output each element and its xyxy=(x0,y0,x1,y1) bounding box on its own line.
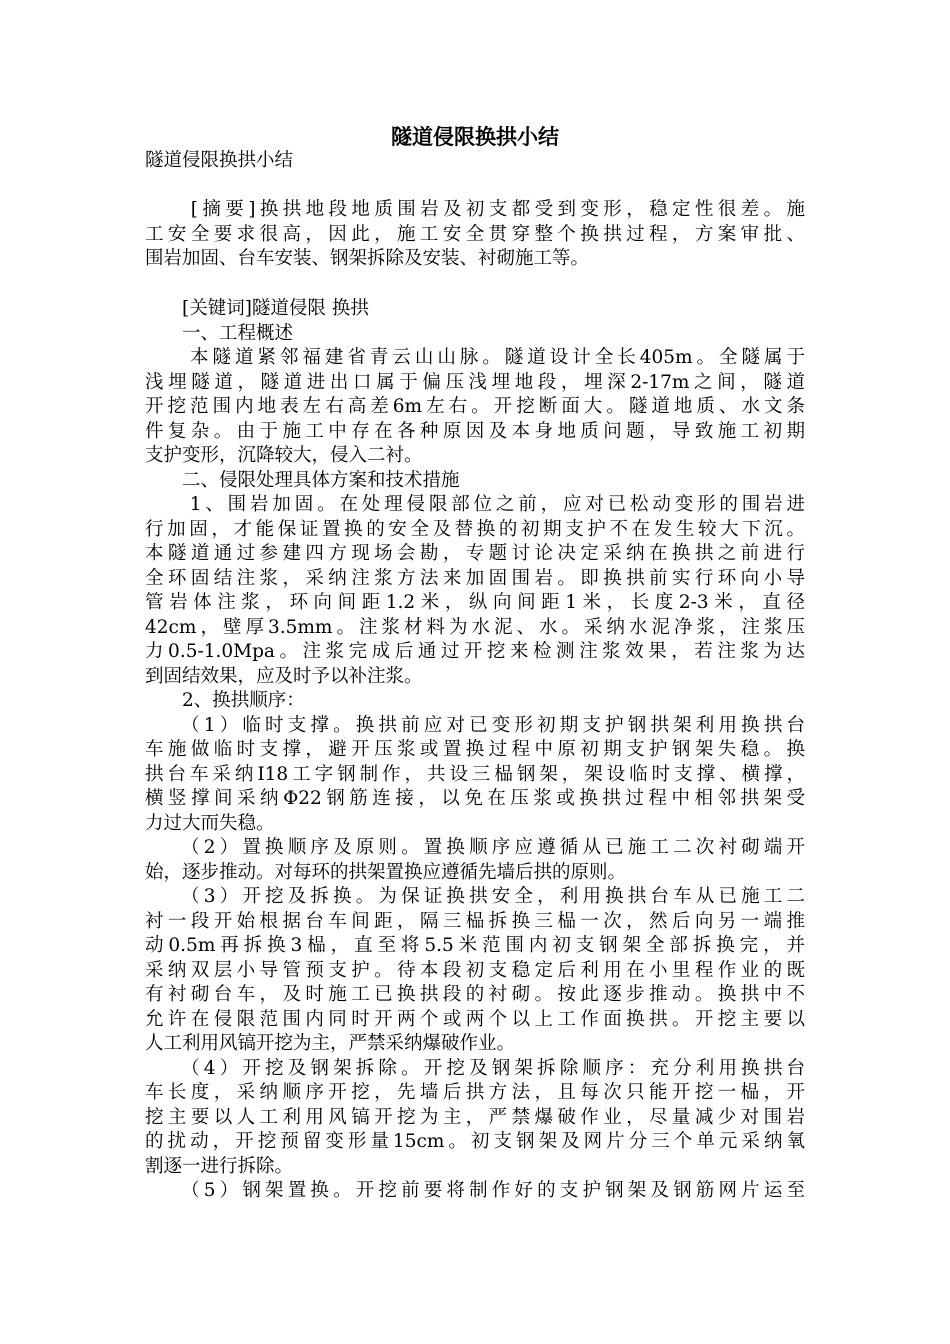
body-line: （1）临时支撑。换拱前应对已变形初期支护钢拱架利用换拱台 xyxy=(145,714,805,736)
body-line: 衬一段开始根据台车间距，隔三榀拆换三榀一次，然后向另一端推 xyxy=(145,910,805,932)
keywords-line: [关键词]隧道侵限 换拱 xyxy=(145,298,369,319)
abstract-line: 工安全要求很高，因此，施工安全贯穿整个换拱过程，方案审批、 xyxy=(145,223,805,245)
body-line: 人工利用风镐开挖为主，严禁采纳爆破作业。 xyxy=(145,1033,516,1054)
body-line: （3）开挖及拆换。为保证换拱安全，利用换拱台车从已施工二 xyxy=(145,886,805,907)
body-line: 力过大而失稳。 xyxy=(145,812,275,834)
body-line: 车长度，采纳顺序开挖，先墙后拱方法，且每次只能开挖一榀，开 xyxy=(145,1082,805,1103)
body-text xyxy=(145,322,805,1204)
section-heading: 一、工程概述 xyxy=(145,322,294,344)
body-line: 全环固结注浆，采纳注浆方法来加固围岩。即换拱前实行环向小导 xyxy=(145,567,805,589)
abstract-paragraph xyxy=(145,198,805,272)
keywords-block xyxy=(145,297,805,322)
body-line: 横竖撑间采纳Φ22钢筋连接，以免在压浆或换拱过程中相邻拱架受 xyxy=(145,788,805,809)
body-line: 车施做临时支撑，避开压浆或置换过程中原初期支护钢架失稳。换 xyxy=(145,739,805,760)
body-line: 管岩体注浆，环向间距1.2米，纵向间距1米，长度2-3米，直径 xyxy=(145,592,805,613)
body-line: 允许在侵限范围内同时开两个或两个以上工作面换拱。开挖主要以 xyxy=(145,1008,805,1030)
document-subtitle-block xyxy=(145,149,805,174)
body-line: 力0.5-1.0Mpa。注浆完成后通过开挖来检测注浆效果，若注浆为达 xyxy=(145,641,805,662)
body-line: 始，逐步推动。对每环的拱架置换应遵循先墙后拱的原则。 xyxy=(145,861,627,883)
body-line: 采纳双层小导管预支护。待本段初支稳定后利用在小里程作业的既 xyxy=(145,959,805,981)
section-heading: 二、侵限处理具体方案和技术措施 xyxy=(145,469,460,491)
body-line: 到固结效果，应及时予以补注浆。 xyxy=(145,665,423,687)
body-line: 本隧道紧邻福建省青云山山脉。隧道设计全长405m。全隧属于 xyxy=(145,347,805,368)
abstract-line: [摘要]换拱地段地质围岩及初支都受到变形，稳定性很差。施 xyxy=(145,199,805,220)
body-line: 行加固，才能保证置换的安全及替换的初期支护不在发生较大下沉。 xyxy=(145,518,805,540)
abstract-line: 围岩加固、台车安装、钢架拆除及安装、衬砌施工等。 xyxy=(145,248,590,269)
body-line: （4）开挖及钢架拆除。开挖及钢架拆除顺序：充分利用换拱台 xyxy=(145,1057,805,1079)
body-line: 动0.5m再拆换3榀，直至将5.5米范围内初支钢架全部拆换完，并 xyxy=(145,935,805,956)
body-line: 本隧道通过参建四方现场会勘，专题讨论决定采纳在换拱之前进行 xyxy=(145,543,805,564)
body-line: 浅埋隧道，隧道进出口属于偏压浅埋地段，埋深2-17m之间，隧道 xyxy=(145,371,805,393)
body-line: 件复杂。由于施工中存在各种原因及本身地质问题，导致施工初期 xyxy=(145,420,805,442)
body-line: 挖主要以人工利用风镐开挖为主，严禁爆破作业，尽量减少对围岩 xyxy=(145,1106,805,1128)
body-line: 1、围岩加固。在处理侵限部位之前，应对已松动变形的围岩进 xyxy=(145,494,805,515)
body-line: （5）钢架置换。开挖前要将制作好的支护钢架及钢筋网片运至 xyxy=(145,1180,805,1201)
body-line: 有衬砌台车，及时施工已换拱段的衬砌。按此逐步推动。换拱中不 xyxy=(145,984,805,1005)
body-line: 拱台车采纳I18工字钢制作，共设三榀钢架，架设临时支撑、横撑， xyxy=(145,763,805,785)
body-line: 割逐一进行拆除。 xyxy=(145,1155,294,1177)
document-subtitle: 隧道侵限换拱小结 xyxy=(145,150,294,171)
body-line: （2）置换顺序及原则。置换顺序应遵循从已施工二次衬砌端开 xyxy=(145,837,805,858)
section-heading: 2、换拱顺序： xyxy=(145,690,305,711)
body-line: 42cm，壁厚3.5mm。注浆材料为水泥、水。采纳水泥净浆，注浆压 xyxy=(145,616,805,638)
body-line: 的扰动，开挖预留变形量15cm。初支钢架及网片分三个单元采纳氧 xyxy=(145,1131,805,1152)
body-line: 开挖范围内地表左右高差6m左右。开挖断面大。隧道地质、水文条 xyxy=(145,396,805,417)
body-line: 支护变形，沉降较大，侵入二衬。 xyxy=(145,445,423,466)
document-title: 隧道侵限换拱小结 xyxy=(391,124,559,149)
